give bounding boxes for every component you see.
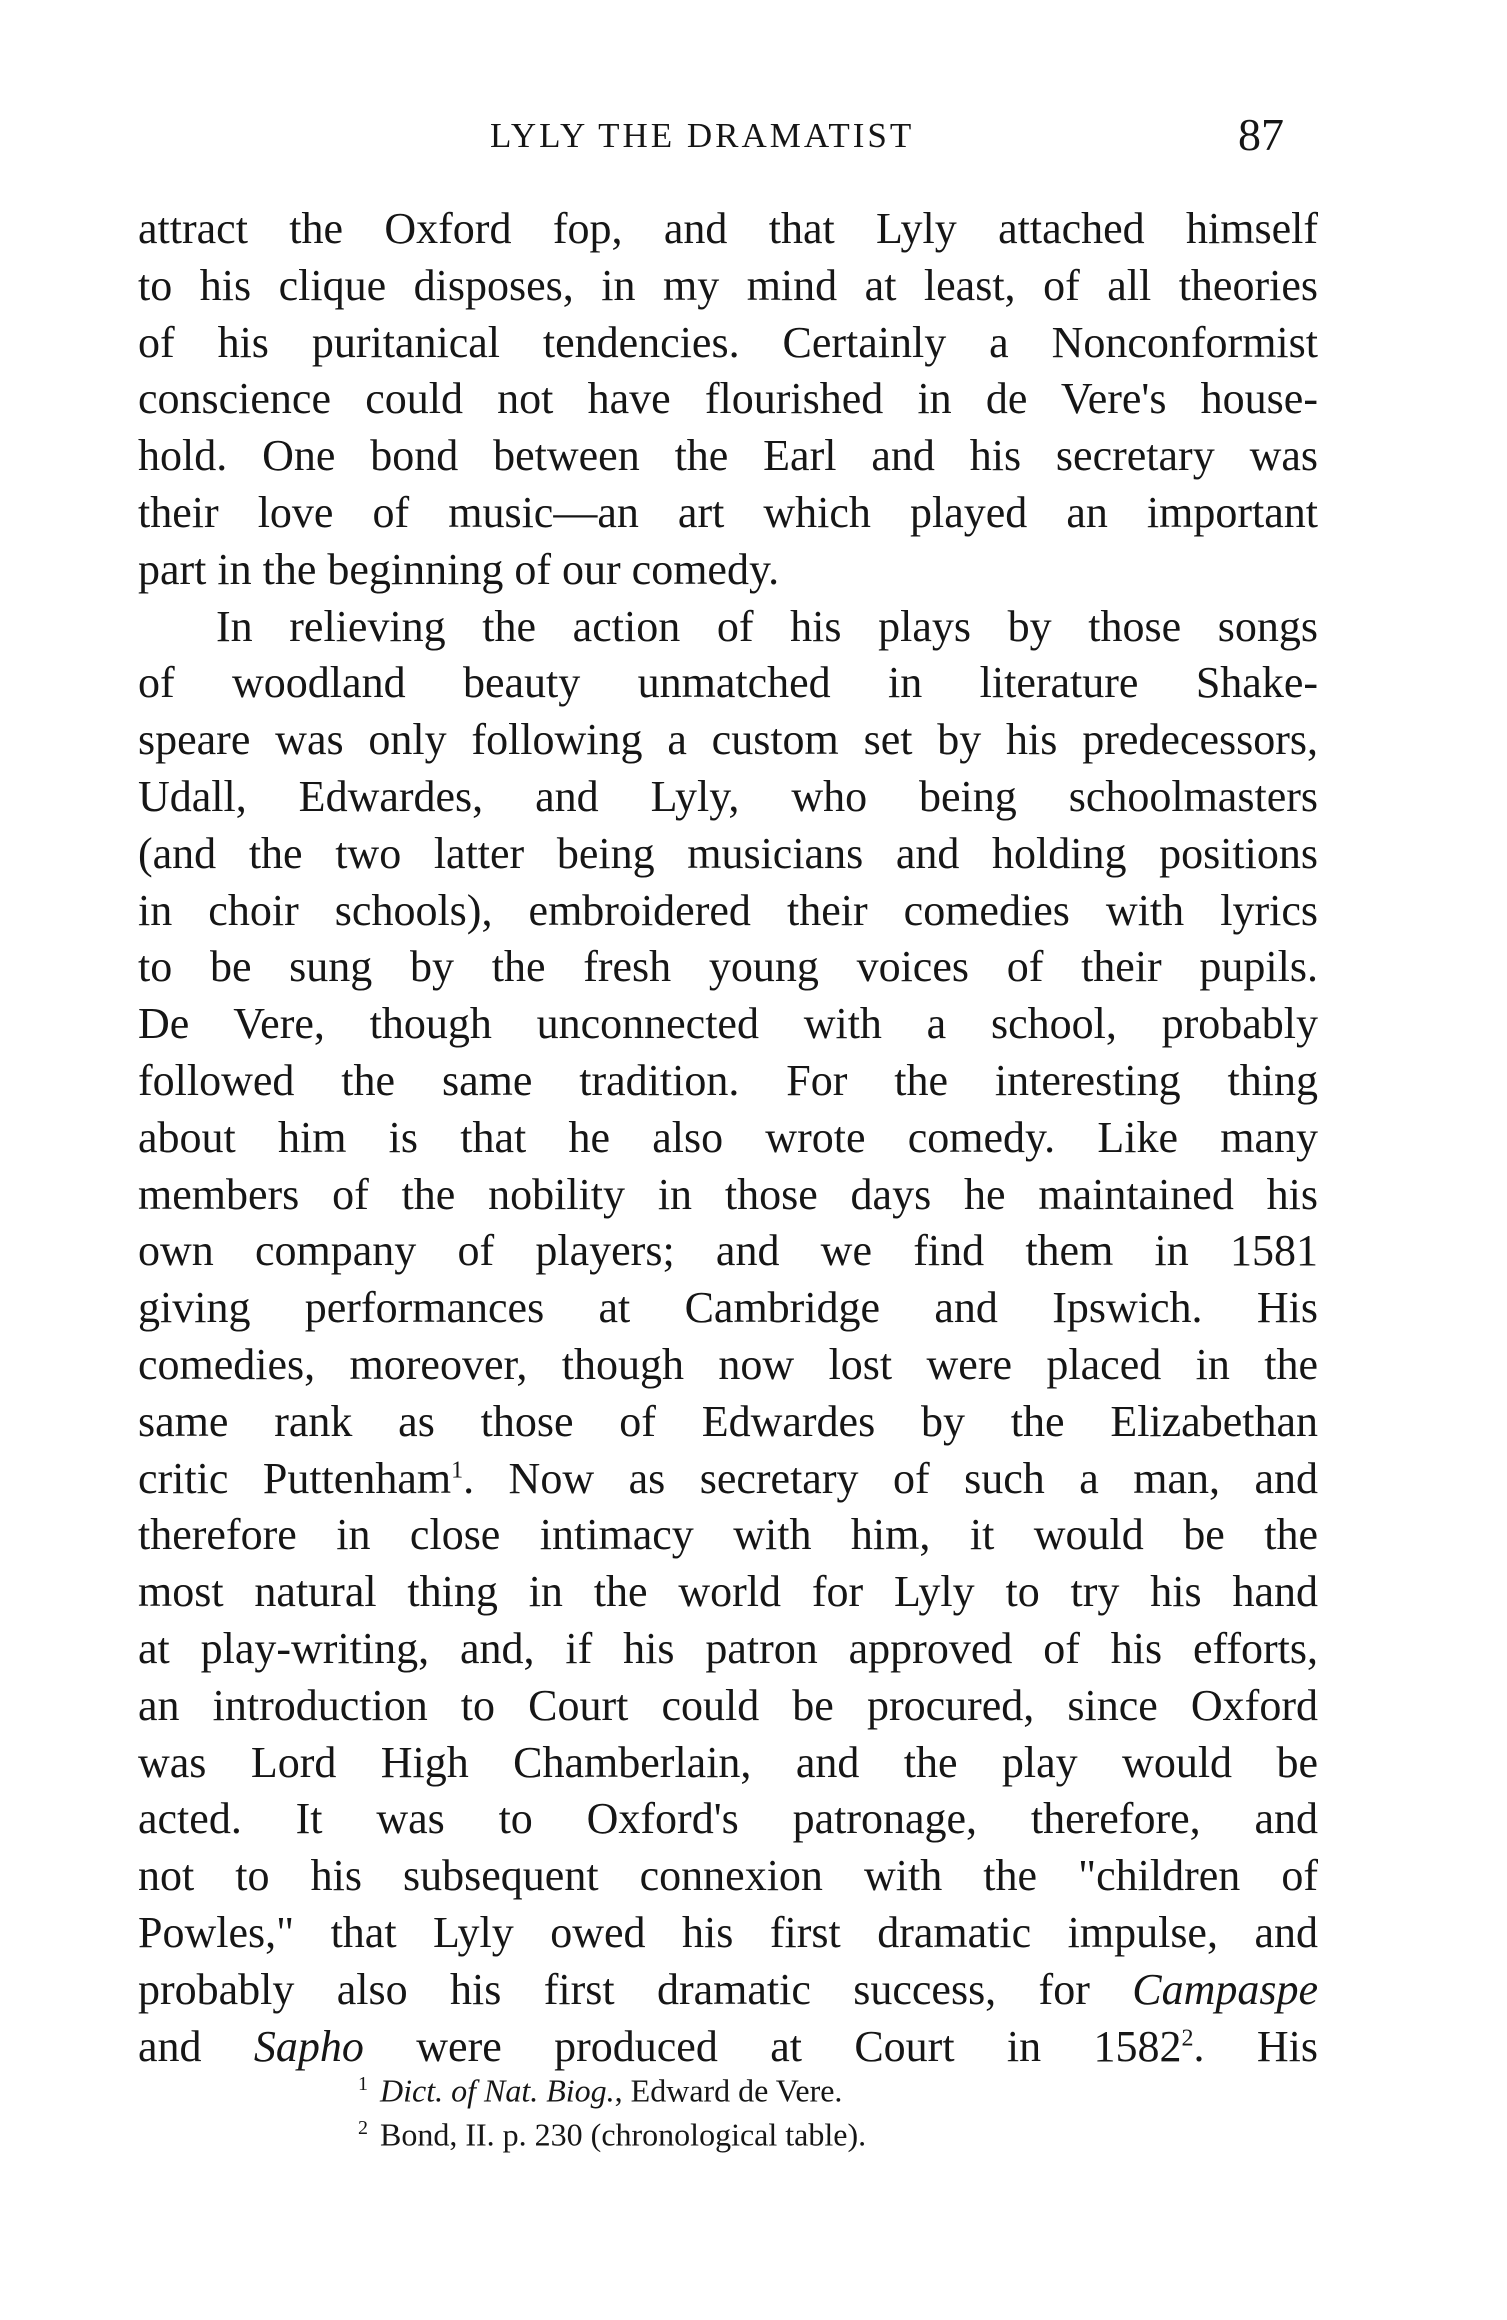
text-line: (and the two latter being musicians and holding positions [138, 828, 1318, 878]
footnote-reference: 1 [451, 1456, 464, 1483]
footnote-marker: 1 [358, 2073, 368, 2095]
text-line: attract the Oxford fop, and that Lyly attached himself [138, 204, 1318, 253]
text-line: in choir schools), embroidered their comedies with lyrics [138, 885, 1318, 935]
footnote-marker: 2 [358, 2117, 368, 2139]
text-line: speare was only following a custom set by his predecessors, [138, 715, 1318, 765]
text-line: of woodland beauty unmatched in literature Shake- [138, 658, 1318, 708]
text-line: about him is that he also wrote comedy. Like many [138, 1112, 1318, 1162]
text-line: to his clique disposes, in my mind at least, of all theories [138, 260, 1318, 310]
text-line: critic Puttenham$^1$. Now as secretary of such a man, and [138, 1453, 1318, 1503]
footnote-reference: 2 [1181, 2024, 1194, 2051]
text-line: to be sung by the fresh young voices of their pupils. [138, 942, 1318, 992]
text-line: and Sapho were produced at Court in 1582$^2$. His [138, 2021, 1318, 2071]
text-line: not to his subsequent connexion with the "children of [138, 1851, 1318, 1901]
text-line: of his puritanical tendencies. Certainly a Nonconformist [138, 317, 1318, 367]
text-line: hold. One bond between the Earl and his secretary was [138, 431, 1318, 481]
play-title: Campaspe [1132, 1964, 1318, 2014]
text-line: acted. It was to Oxford's patronage, therefore, and [138, 1794, 1318, 1844]
text-line: Udall, Edwardes, and Lyly, who being schoolmasters [138, 771, 1318, 821]
footnote: $^1$ Dict. of Nat. Biog., Edward de Vere. [358, 2072, 843, 2109]
text-line: own company of players; and we find them in 1581 [138, 1226, 1318, 1276]
text-line: was Lord High Chamberlain, and the play would be [138, 1737, 1318, 1787]
play-title: Sapho [253, 2021, 364, 2071]
text-line: most natural thing in the world for Lyly to try his hand [138, 1567, 1318, 1617]
running-head: LYLY THE DRAMATIST [490, 116, 915, 155]
text-line: comedies, moreover, though now lost were placed in the [138, 1339, 1318, 1389]
text-line: followed the same tradition. For the interesting thing [138, 1055, 1318, 1105]
text-line: members of the nobility in those days he maintained his [138, 1169, 1318, 1219]
text-line: Powles," that Lyly owed his first dramatic impulse, and [138, 1907, 1318, 1957]
text-line: an introduction to Court could be procured, since Oxford [138, 1680, 1318, 1730]
footnotes [358, 2062, 1258, 2153]
text-line: probably also his first dramatic success, for Campaspe [138, 1964, 1318, 2014]
page-number: 87 [1238, 109, 1284, 160]
text-line: De Vere, though unconnected with a school, probably [138, 999, 1318, 1049]
paragraph-end-line: part in the beginning of our comedy. [138, 544, 780, 594]
text-line: at play-writing, and, if his patron approved of his efforts, [138, 1623, 1318, 1673]
text-line: their love of music—an art which played an important [138, 487, 1318, 537]
text-line: therefore in close intimacy with him, it would be the [138, 1510, 1318, 1560]
text-line: conscience could not have flourished in de Vere's house- [138, 374, 1318, 424]
text-line: same rank as those of Edwardes by the Elizabethan [138, 1396, 1318, 1446]
paragraph-start-line: In relieving the action of his plays by those songs [216, 601, 1318, 651]
text-line: giving performances at Cambridge and Ipswich. His [138, 1283, 1318, 1333]
body-text [138, 201, 1318, 2075]
footnote: $^2$ Bond, II. p. 230 (chronological table). [358, 2116, 867, 2153]
